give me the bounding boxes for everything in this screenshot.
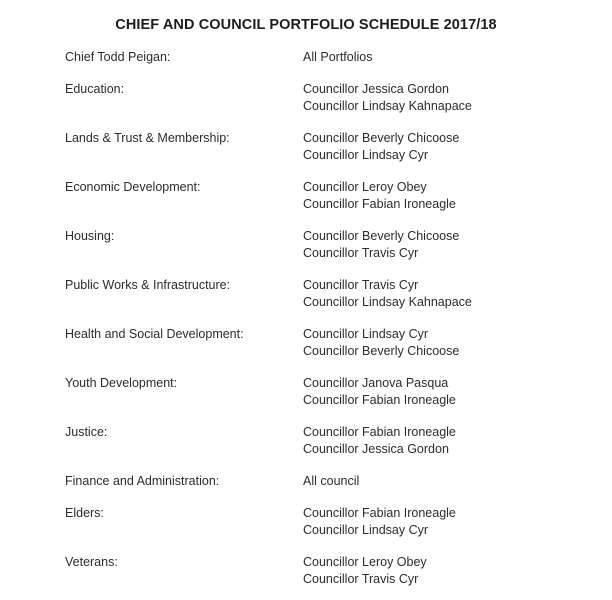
assignee-name: Councillor Janova Pasqua (303, 376, 449, 390)
assignee-name: Councillor Lindsay Cyr (303, 148, 429, 162)
portfolio-row (65, 473, 582, 490)
assignee-name: Councillor Beverly Chicoose (303, 344, 460, 358)
portfolio-row (65, 49, 582, 66)
portfolio-assignees (303, 277, 582, 311)
portfolio-schedule-list (0, 49, 612, 588)
portfolio-name: Justice: (65, 425, 108, 439)
portfolio-row (65, 424, 582, 458)
assignee-name: Councillor Fabian Ironeagle (303, 393, 456, 407)
assignee-name: Councillor Fabian Ironeagle (303, 506, 456, 520)
portfolio-name: Chief Todd Peigan: (65, 50, 171, 64)
portfolio-name: Youth Development: (65, 376, 178, 390)
portfolio-row (65, 130, 582, 164)
portfolio-assignees (303, 130, 582, 164)
portfolio-row (65, 228, 582, 262)
portfolio-assignees (303, 49, 582, 66)
assignee-name: Councillor Lindsay Cyr (303, 327, 429, 341)
portfolio-name: Elders: (65, 506, 104, 520)
assignee-name: Councillor Leroy Obey (303, 555, 427, 569)
portfolio-name: Lands & Trust & Membership: (65, 131, 230, 145)
assignee-name: Councillor Jessica Gordon (303, 82, 449, 96)
portfolio-assignees (303, 473, 582, 490)
assignee-name: All Portfolios (303, 50, 373, 64)
assignee-name: Councillor Fabian Ironeagle (303, 425, 456, 439)
portfolio-name: Education: (65, 82, 125, 96)
portfolio-assignees (303, 505, 582, 539)
assignee-name: Councillor Travis Cyr (303, 246, 419, 260)
assignee-name: Councillor Lindsay Kahnapace (303, 99, 472, 113)
portfolio-name: Housing: (65, 229, 115, 243)
portfolio-row (65, 505, 582, 539)
portfolio-name: Finance and Administration: (65, 474, 220, 488)
portfolio-name: Veterans: (65, 555, 118, 569)
document-title: CHIEF AND COUNCIL PORTFOLIO SCHEDULE 2017/18 (115, 17, 497, 33)
portfolio-assignees (303, 179, 582, 213)
assignee-name: All council (303, 474, 360, 488)
portfolio-row (65, 81, 582, 115)
portfolio-assignees (303, 81, 582, 115)
assignee-name: Councillor Beverly Chicoose (303, 229, 460, 243)
assignee-name: Councillor Lindsay Cyr (303, 523, 429, 537)
assignee-name: Councillor Travis Cyr (303, 572, 419, 586)
assignee-name: Councillor Jessica Gordon (303, 442, 449, 456)
assignee-name: Councillor Beverly Chicoose (303, 131, 460, 145)
portfolio-row (65, 375, 582, 409)
portfolio-name: Economic Development: (65, 180, 201, 194)
portfolio-assignees (303, 326, 582, 360)
portfolio-assignees (303, 228, 582, 262)
portfolio-assignees (303, 375, 582, 409)
portfolio-assignees (303, 424, 582, 458)
portfolio-row (65, 179, 582, 213)
portfolio-row (65, 554, 582, 588)
portfolio-assignees (303, 554, 582, 588)
assignee-name: Councillor Fabian Ironeagle (303, 197, 456, 211)
portfolio-row (65, 326, 582, 360)
assignee-name: Councillor Leroy Obey (303, 180, 427, 194)
assignee-name: Councillor Travis Cyr (303, 278, 419, 292)
portfolio-row (65, 277, 582, 311)
portfolio-name: Health and Social Development: (65, 327, 244, 341)
assignee-name: Councillor Lindsay Kahnapace (303, 295, 472, 309)
portfolio-name: Public Works & Infrastructure: (65, 278, 231, 292)
